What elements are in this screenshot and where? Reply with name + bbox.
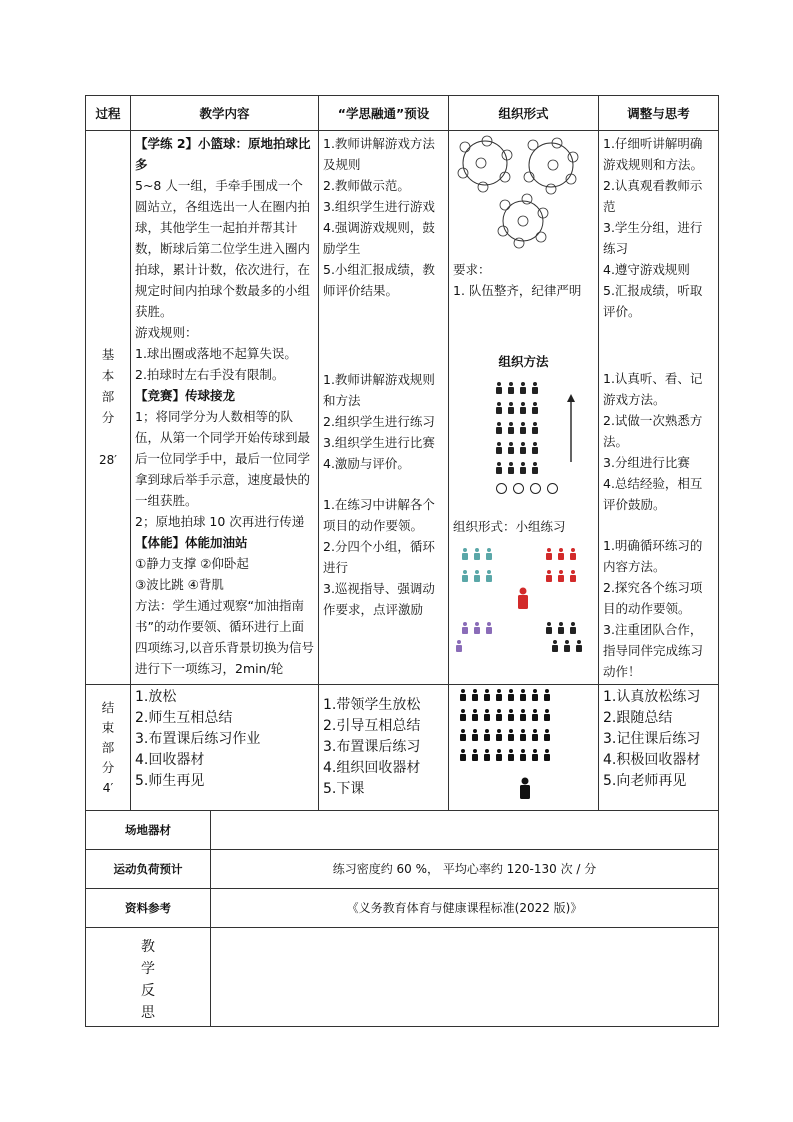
reference-label: 资料参考 bbox=[86, 889, 211, 928]
ending-item: 4.积极回收器材 bbox=[603, 752, 701, 768]
requirement-1: 1. 队伍整齐，纪律严明 bbox=[453, 283, 582, 298]
adjust-item: 2.试做一次熟悉方法。 bbox=[603, 413, 703, 449]
student-icon bbox=[456, 640, 462, 652]
student-icon bbox=[520, 689, 526, 701]
circle-formation-diagram bbox=[453, 133, 593, 253]
ending-item: 1.认真放松练习 bbox=[603, 689, 701, 705]
preset-item: 2.组织学生进行练习 bbox=[323, 414, 435, 429]
student-icon bbox=[508, 402, 514, 414]
student-icon bbox=[462, 548, 468, 560]
ball-icon bbox=[530, 483, 541, 494]
reflection-char: 学 bbox=[141, 961, 155, 977]
competition-title: 【竞赛】传球接龙 bbox=[135, 388, 236, 403]
student-icon bbox=[558, 548, 564, 560]
student-icon bbox=[570, 622, 576, 634]
reference-row bbox=[86, 889, 719, 928]
reference-value: 《义务教育体育与健康课程标准(2022 版)》 bbox=[211, 889, 719, 928]
student-icon bbox=[544, 749, 550, 761]
student-icon bbox=[546, 622, 552, 634]
lesson-plan bbox=[85, 95, 718, 1027]
ball-icon bbox=[547, 483, 558, 494]
student-icon bbox=[520, 422, 526, 434]
student-icon bbox=[496, 402, 502, 414]
header-content: 教学内容 bbox=[131, 96, 319, 131]
stage-char: 分 bbox=[101, 410, 115, 425]
ending-stage bbox=[86, 685, 131, 811]
reflection-char: 反 bbox=[141, 983, 155, 999]
load-label: 运动负荷预计 bbox=[86, 850, 211, 889]
teacher-icon bbox=[517, 587, 529, 609]
student-icon bbox=[462, 622, 468, 634]
student-icon bbox=[558, 622, 564, 634]
student-icon bbox=[496, 442, 502, 454]
fitness-method: 方法：学生通过观察“加油指南书”的动作要领、循环进行上面四项练习,以音乐背景切换为信号进行下一项练习，2min/轮 bbox=[135, 598, 314, 676]
ending-item: 1.放松 bbox=[135, 689, 177, 705]
preset-item: 5.小组汇报成绩，教师评价结果。 bbox=[323, 262, 435, 298]
student-icon bbox=[576, 640, 582, 652]
ending-item: 5.下课 bbox=[323, 781, 365, 797]
student-icon bbox=[484, 689, 490, 701]
student-icon bbox=[520, 709, 526, 721]
reflection-row bbox=[86, 928, 719, 1027]
basic-stage bbox=[86, 131, 131, 685]
student-icon bbox=[532, 442, 538, 454]
student-icon bbox=[532, 689, 538, 701]
stage-char: 分 bbox=[101, 759, 115, 775]
header-process: 过程 bbox=[86, 96, 131, 131]
method-title: 组织方法 bbox=[498, 354, 549, 369]
preset-item: 3.组织学生进行比赛 bbox=[323, 435, 435, 450]
ending-duration: 4′ bbox=[102, 779, 114, 795]
student-icon bbox=[508, 422, 514, 434]
student-icon bbox=[496, 422, 502, 434]
student-icon bbox=[462, 570, 468, 582]
student-icon bbox=[520, 462, 526, 474]
drill-desc: 5~8 人一组，手牵手围成一个圆站立，各组选出一人在圈内拍球，其他学生一起拍并帮其计数，断球后第二位学生进入圈内拍球，累计计数，依次进行，在规定时间内拍球个数最多的小组获胜。 bbox=[135, 178, 311, 319]
ending-item: 4.回收器材 bbox=[135, 752, 205, 768]
adjust-item: 3.学生分组，进行练习 bbox=[603, 220, 703, 256]
student-icon bbox=[496, 382, 502, 394]
student-icon bbox=[460, 709, 466, 721]
preset-item: 4.强调游戏规则，鼓励学生 bbox=[323, 220, 435, 256]
adjust-item: 4.总结经验，相互评价鼓励。 bbox=[603, 476, 703, 512]
ending-row bbox=[86, 685, 719, 811]
ending-org bbox=[449, 685, 599, 811]
basic-content bbox=[131, 131, 319, 685]
exercise-line-2: ③波比跳 ④背肌 bbox=[135, 577, 224, 592]
ending-preset bbox=[319, 685, 449, 811]
rules-title: 游戏规则： bbox=[135, 325, 198, 340]
student-icon bbox=[508, 709, 514, 721]
student-icon bbox=[496, 749, 502, 761]
basic-row bbox=[86, 131, 719, 685]
student-icon bbox=[508, 442, 514, 454]
adjust-item: 1.仔细听讲解明确游戏规则和方法。 bbox=[603, 136, 704, 172]
adjust-item: 2.认真观看教师示范 bbox=[603, 178, 703, 214]
student-icon bbox=[532, 462, 538, 474]
basic-duration: 28′ bbox=[99, 453, 117, 467]
student-icon bbox=[532, 729, 538, 741]
student-icon bbox=[520, 442, 526, 454]
ending-item: 3.记住课后练习 bbox=[603, 731, 701, 747]
student-icon bbox=[474, 548, 480, 560]
student-icon bbox=[472, 689, 478, 701]
line-formation bbox=[453, 380, 594, 500]
ending-item: 3.布置课后练习 bbox=[323, 739, 421, 755]
student-icon bbox=[532, 382, 538, 394]
student-icon bbox=[558, 570, 564, 582]
reflection-value bbox=[211, 928, 719, 1027]
student-icon bbox=[472, 729, 478, 741]
stage-char: 基 bbox=[101, 347, 115, 362]
student-icon bbox=[570, 570, 576, 582]
ending-item: 2.师生互相总结 bbox=[135, 710, 233, 726]
adjust-item: 1.认真听、看、记游戏方法。 bbox=[603, 371, 703, 407]
rule-2: 2.拍球时左右手没有限制。 bbox=[135, 367, 285, 382]
student-icon bbox=[544, 689, 550, 701]
load-row bbox=[86, 850, 719, 889]
student-icon bbox=[508, 729, 514, 741]
student-icon bbox=[496, 689, 502, 701]
student-icon bbox=[532, 422, 538, 434]
student-icon bbox=[520, 729, 526, 741]
student-icon bbox=[544, 709, 550, 721]
student-icon bbox=[460, 749, 466, 761]
ending-item: 3.布置课后练习作业 bbox=[135, 731, 261, 747]
student-icon bbox=[496, 462, 502, 474]
student-icon bbox=[570, 548, 576, 560]
student-icon bbox=[508, 462, 514, 474]
student-icon bbox=[486, 570, 492, 582]
load-value: 练习密度约 60 %， 平均心率约 120-130 次 / 分 bbox=[211, 850, 719, 889]
student-icon bbox=[520, 382, 526, 394]
student-icon bbox=[532, 709, 538, 721]
reflection-label bbox=[86, 928, 211, 1027]
student-icon bbox=[474, 622, 480, 634]
student-icon bbox=[460, 729, 466, 741]
adjust-item: 3.分组进行比赛 bbox=[603, 455, 690, 470]
student-icon bbox=[532, 402, 538, 414]
stage-char: 结 bbox=[101, 699, 115, 715]
preset-item: 3.巡视指导、强调动作要求，点评激励 bbox=[323, 581, 435, 617]
ending-item: 2.引导互相总结 bbox=[323, 718, 421, 734]
adjust-item: 4.遵守游戏规则 bbox=[603, 262, 690, 277]
header-org: 组织形式 bbox=[449, 96, 599, 131]
student-icon bbox=[484, 709, 490, 721]
group-form: 组织形式：小组练习 bbox=[453, 519, 566, 534]
ball-icon bbox=[496, 483, 507, 494]
student-icon bbox=[496, 729, 502, 741]
adjust-item: 5.汇报成绩，听取评价。 bbox=[603, 283, 703, 319]
ending-item: 2.跟随总结 bbox=[603, 710, 673, 726]
student-icon bbox=[472, 709, 478, 721]
student-icon bbox=[508, 382, 514, 394]
fitness-title: 【体能】体能加油站 bbox=[135, 535, 248, 550]
preset-item: 1.教师讲解游戏方法及规则 bbox=[323, 136, 435, 172]
stage-char: 部 bbox=[101, 739, 115, 755]
adjust-item: 1.明确循环练习的内容方法。 bbox=[603, 538, 703, 574]
requirement-title: 要求： bbox=[453, 262, 491, 277]
student-icon bbox=[552, 640, 558, 652]
student-icon bbox=[520, 402, 526, 414]
arrow-up-icon bbox=[565, 394, 577, 464]
competition-desc: 1；将同学分为人数相等的队伍，从第一个同学开始传球到最后一位同学手中，最后一位同学拿到球后举手示意，速度最快的一组获胜。 bbox=[135, 409, 311, 508]
student-icon bbox=[474, 570, 480, 582]
preset-item: 1.在练习中讲解各个项目的动作要领。 bbox=[323, 497, 435, 533]
student-icon bbox=[484, 749, 490, 761]
reflection-char: 教 bbox=[141, 939, 155, 955]
preset-item: 2.教师做示范。 bbox=[323, 178, 410, 193]
lesson-table bbox=[85, 95, 719, 811]
summary-table bbox=[85, 810, 719, 1027]
equipment-row bbox=[86, 811, 719, 850]
header-adjust: 调整与思考 bbox=[599, 96, 719, 131]
student-icon bbox=[546, 570, 552, 582]
student-icon bbox=[496, 709, 502, 721]
student-icon bbox=[508, 749, 514, 761]
exercise-line-1: ①静力支撑 ②仰卧起 bbox=[135, 556, 249, 571]
ending-item: 4.组织回收器材 bbox=[323, 760, 421, 776]
reflection-char: 思 bbox=[141, 1005, 155, 1021]
adjust-item: 3.注重团队合作，指导同伴完成练习动作！ bbox=[603, 622, 704, 679]
preset-item: 2.分四个小组，循环进行 bbox=[323, 539, 435, 575]
basic-org bbox=[449, 131, 599, 685]
student-icon bbox=[486, 622, 492, 634]
teacher-icon bbox=[519, 777, 531, 799]
student-icon bbox=[460, 689, 466, 701]
student-icon bbox=[472, 749, 478, 761]
preset-item: 3.组织学生进行游戏 bbox=[323, 199, 435, 214]
stage-char: 部 bbox=[101, 389, 115, 404]
rule-1: 1.球出圈或落地不起算失误。 bbox=[135, 346, 297, 361]
student-icon bbox=[520, 749, 526, 761]
stage-char: 束 bbox=[101, 719, 115, 735]
ending-item: 5.向老师再见 bbox=[603, 773, 687, 789]
ending-item: 1.带领学生放松 bbox=[323, 697, 421, 713]
basic-adjust bbox=[599, 131, 719, 685]
ending-content bbox=[131, 685, 319, 811]
preset-item: 1.教师讲解游戏规则和方法 bbox=[323, 372, 435, 408]
station-diagram bbox=[453, 537, 594, 647]
equipment-label: 场地器材 bbox=[86, 811, 211, 850]
preset-item: 4.激励与评价。 bbox=[323, 456, 410, 471]
ending-item: 5.师生再见 bbox=[135, 773, 205, 789]
adjust-item: 2.探究各个练习项目的动作要领。 bbox=[603, 580, 703, 616]
stage-char: 本 bbox=[101, 368, 115, 383]
student-icon bbox=[564, 640, 570, 652]
ending-adjust bbox=[599, 685, 719, 811]
equipment-value bbox=[211, 811, 719, 850]
header-row bbox=[86, 96, 719, 131]
student-icon bbox=[544, 729, 550, 741]
student-icon bbox=[508, 689, 514, 701]
header-preset: “学思融通”预设 bbox=[319, 96, 449, 131]
ball-icon bbox=[513, 483, 524, 494]
student-icon bbox=[532, 749, 538, 761]
student-icon bbox=[484, 729, 490, 741]
student-icon bbox=[546, 548, 552, 560]
basic-preset bbox=[319, 131, 449, 685]
competition-note: 2；原地拍球 10 次再进行传递 bbox=[135, 514, 305, 529]
drill-title: 【学练 2】小篮球：原地拍球比多 bbox=[135, 136, 311, 172]
student-icon bbox=[486, 548, 492, 560]
